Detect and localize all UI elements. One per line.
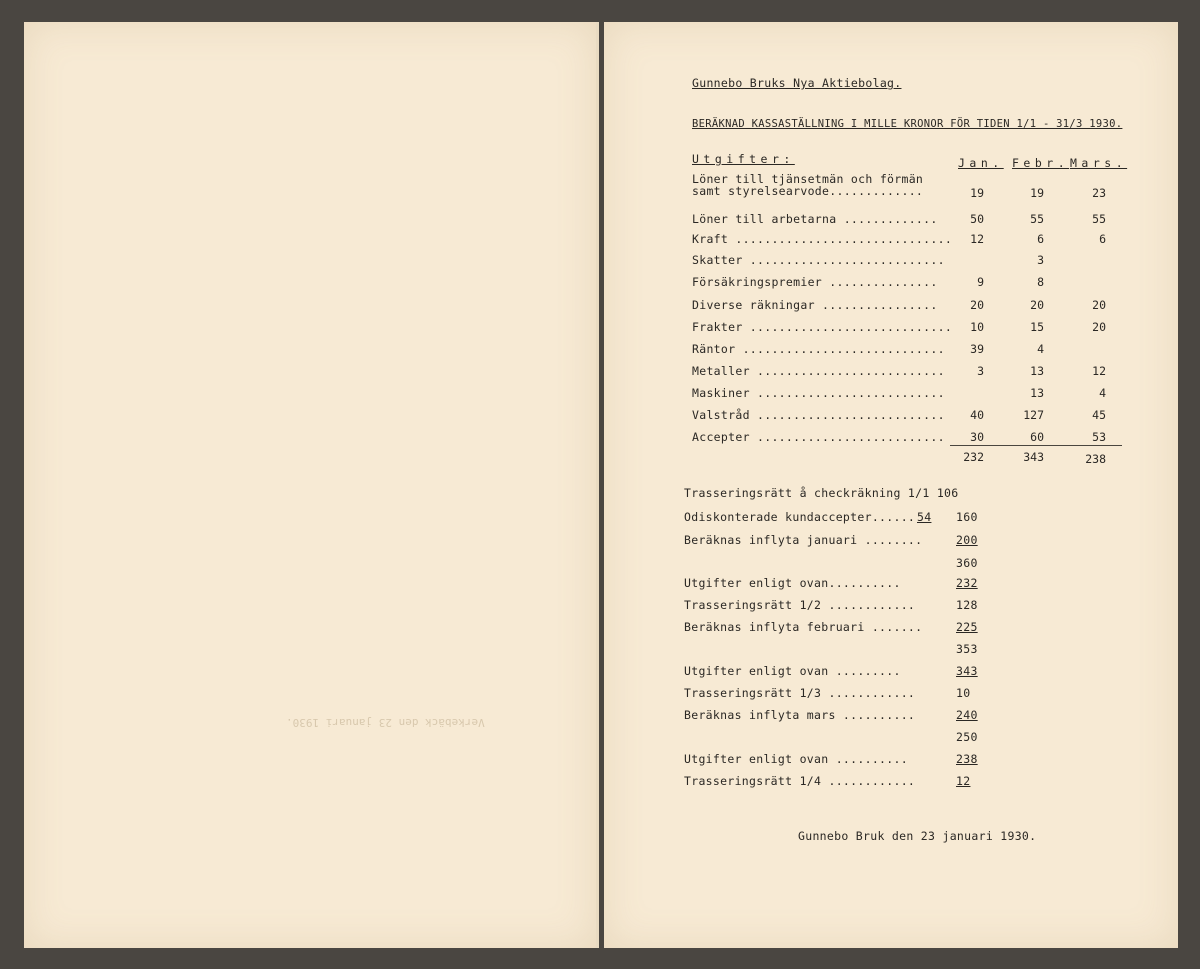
calc-value: 353 — [956, 642, 978, 656]
left-page-show-through-date: Verkebäck den 23 januari 1930. — [286, 716, 485, 729]
expense-value-feb: 8 — [1037, 275, 1044, 289]
calc-value: 200 — [956, 533, 978, 547]
calc-label: Trasseringsrätt 1/2 ............ — [684, 598, 916, 612]
expense-value-jan: 30 — [970, 430, 984, 444]
expense-label: Accepter .......................... — [692, 430, 945, 444]
calc-label: Odiskonterade kundaccepter...... — [684, 510, 916, 524]
expense-label: Löner till tjänsetmän och förmän — [692, 172, 924, 186]
expense-value-jan: 50 — [970, 212, 984, 226]
expense-value-feb: 20 — [1030, 298, 1044, 312]
company-name: Gunnebo Bruks Nya Aktiebolag. — [692, 76, 902, 90]
expense-value-feb: 13 — [1030, 386, 1044, 400]
expense-label: Maskiner .......................... — [692, 386, 945, 400]
calc-inline-value: 54 — [917, 510, 932, 524]
month-mar: Mars. — [1070, 156, 1128, 170]
expense-value-jan: 40 — [970, 408, 984, 422]
calc-value: 160 — [956, 510, 978, 524]
expense-label: Löner till arbetarna ............. — [692, 212, 938, 226]
left-page — [24, 22, 596, 948]
calc-value: 128 — [956, 598, 978, 612]
calc-value: 10 — [956, 686, 971, 700]
expense-value-jan: 12 — [970, 232, 984, 246]
calc-label: Beräknas inflyta februari ....... — [684, 620, 923, 634]
expense-label-cont: samt styrelsearvode............. — [692, 184, 924, 198]
expense-value-mar: 23 — [1092, 186, 1106, 200]
calc-value: 360 — [956, 556, 978, 570]
total-mar: 238 — [1085, 452, 1106, 466]
expense-value-feb: 4 — [1037, 342, 1044, 356]
month-jan: Jan. — [958, 156, 1004, 170]
calc-label: Beräknas inflyta januari ........ — [684, 533, 923, 547]
expense-value-feb: 55 — [1030, 212, 1044, 226]
expense-value-mar: 20 — [1092, 298, 1106, 312]
expense-value-mar: 12 — [1092, 364, 1106, 378]
expense-value-mar: 55 — [1092, 212, 1106, 226]
calc-value: 12 — [956, 774, 971, 788]
expense-value-feb: 6 — [1037, 232, 1044, 246]
calc-label: Trasseringsrätt 1/4 ............ — [684, 774, 916, 788]
expense-value-feb: 15 — [1030, 320, 1044, 334]
calc-label: Beräknas inflyta mars .......... — [684, 708, 916, 722]
utgifter-label: Utgifter: — [692, 152, 795, 166]
expense-value-jan: 19 — [970, 186, 984, 200]
calc-label: Trasseringsrätt 1/3 ............ — [684, 686, 916, 700]
expense-value-jan: 10 — [970, 320, 984, 334]
expense-value-feb: 19 — [1030, 186, 1044, 200]
page-gutter — [596, 22, 599, 948]
calc-value: 343 — [956, 664, 978, 678]
calc-label: Utgifter enligt ovan ......... — [684, 664, 901, 678]
expense-label: Räntor ............................ — [692, 342, 945, 356]
calc-value: 225 — [956, 620, 978, 634]
expense-label: Diverse räkningar ................ — [692, 298, 938, 312]
expense-value-mar: 45 — [1092, 408, 1106, 422]
expense-value-feb: 3 — [1037, 253, 1044, 267]
expense-value-mar: 53 — [1092, 430, 1106, 444]
calc-value: 250 — [956, 730, 978, 744]
month-feb: Febr. — [1012, 156, 1070, 170]
total-rule — [950, 445, 1122, 446]
expense-value-jan: 3 — [977, 364, 984, 378]
total-jan: 232 — [963, 450, 984, 464]
expense-label: Metaller .......................... — [692, 364, 945, 378]
expense-value-mar: 4 — [1099, 386, 1106, 400]
expense-label: Skatter ........................... — [692, 253, 945, 267]
calc-value: 238 — [956, 752, 978, 766]
expense-value-feb: 13 — [1030, 364, 1044, 378]
total-feb: 343 — [1023, 450, 1044, 464]
calc-label: Trasseringsrätt å checkräkning 1/1 106 — [684, 486, 959, 500]
expense-label: Kraft .............................. — [692, 232, 953, 246]
calc-label: Utgifter enligt ovan .......... — [684, 752, 908, 766]
calc-label: Utgifter enligt ovan.......... — [684, 576, 901, 590]
document-heading: BERÄKNAD KASSASTÄLLNING I MILLE KRONOR FÖR TIDEN 1/1 - 31/3 1930. — [692, 118, 1123, 130]
calc-value: 240 — [956, 708, 978, 722]
place-date-footer: Gunnebo Bruk den 23 januari 1930. — [798, 829, 1037, 843]
expense-value-feb: 127 — [1023, 408, 1044, 422]
expense-label: Försäkringspremier ............... — [692, 275, 938, 289]
expense-value-mar: 6 — [1099, 232, 1106, 246]
calc-value: 232 — [956, 576, 978, 590]
expense-label: Frakter ............................ — [692, 320, 953, 334]
expense-label: Valstråd .......................... — [692, 408, 945, 422]
expense-value-jan: 9 — [977, 275, 984, 289]
expense-value-jan: 20 — [970, 298, 984, 312]
expense-value-jan: 39 — [970, 342, 984, 356]
expense-value-feb: 60 — [1030, 430, 1044, 444]
expense-value-mar: 20 — [1092, 320, 1106, 334]
